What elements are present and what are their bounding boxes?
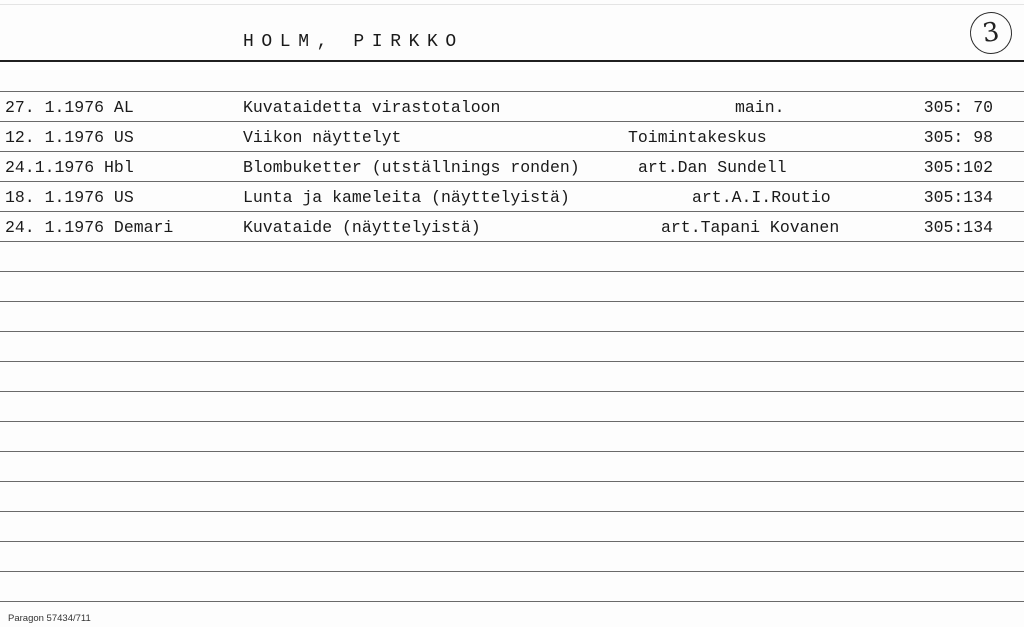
entry-title: Lunta ja kameleita (näyttelyistä) — [243, 188, 570, 207]
ruled-line — [0, 601, 1024, 602]
ruled-line — [0, 181, 1024, 182]
ruled-line — [0, 91, 1024, 92]
entry-reference: 305: 98 — [923, 128, 993, 147]
entry-row — [0, 183, 1024, 213]
ruled-line — [0, 331, 1024, 332]
entry-title: Viikon näyttelyt — [243, 128, 402, 147]
entry-author: art.Dan Sundell — [638, 158, 787, 177]
ruled-line — [0, 241, 1024, 242]
entry-title: Blombuketter (utställnings ronden) — [243, 158, 580, 177]
ruled-line — [0, 481, 1024, 482]
ruled-line — [0, 151, 1024, 152]
ruled-line — [0, 361, 1024, 362]
entry-reference: 305:134 — [923, 188, 993, 207]
entry-row — [0, 93, 1024, 123]
ruled-line — [0, 271, 1024, 272]
entry-date-source: 24. 1.1976 Demari — [5, 218, 174, 237]
entry-date-source: 27. 1.1976 AL — [5, 98, 134, 117]
ruled-line — [0, 421, 1024, 422]
ruled-line — [0, 451, 1024, 452]
ruled-line — [0, 571, 1024, 572]
entry-author: art.Tapani Kovanen — [661, 218, 840, 237]
entry-row — [0, 213, 1024, 243]
ruled-line — [0, 511, 1024, 512]
ruled-line — [0, 211, 1024, 212]
entry-date-source: 12. 1.1976 US — [5, 128, 134, 147]
entry-author: main. — [735, 98, 785, 117]
card-heading-name: HOLM, PIRKKO — [243, 32, 464, 52]
entry-row — [0, 153, 1024, 183]
entry-author: Toimintakeskus — [628, 128, 767, 147]
entry-reference: 305:134 — [923, 218, 993, 237]
ruled-line — [0, 541, 1024, 542]
ruled-line — [0, 121, 1024, 122]
ruled-line — [0, 391, 1024, 392]
entry-title: Kuvataidetta virastotaloon — [243, 98, 501, 117]
print-code: Paragon 57434/711 — [8, 613, 91, 624]
header-rule — [0, 60, 1024, 62]
card-number-circled: 3 — [967, 9, 1014, 56]
entry-date-source: 18. 1.1976 US — [5, 188, 134, 207]
entry-title: Kuvataide (näyttelyistä) — [243, 218, 481, 237]
entry-reference: 305:102 — [923, 158, 993, 177]
entry-date-source: 24.1.1976 Hbl — [5, 158, 134, 177]
entry-reference: 305: 70 — [923, 98, 993, 117]
entry-author: art.A.I.Routio — [692, 188, 831, 207]
ruled-line — [0, 301, 1024, 302]
top-edge-line — [0, 4, 1024, 5]
entry-row — [0, 123, 1024, 153]
